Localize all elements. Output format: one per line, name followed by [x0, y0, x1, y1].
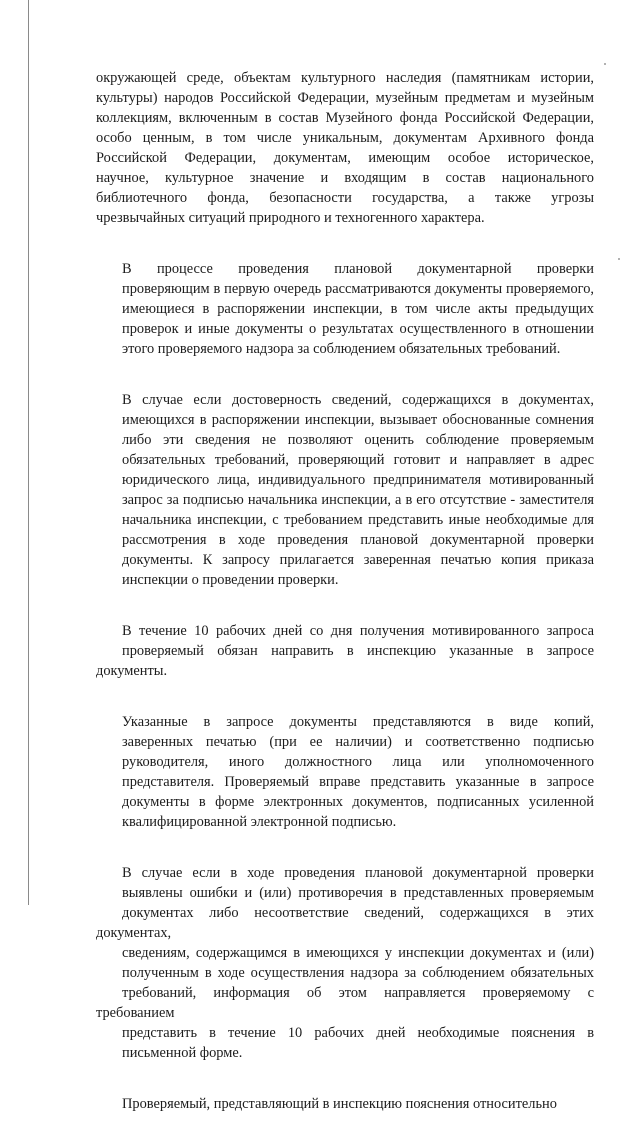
text-line: В процессе проведения плановой документарной проверки	[122, 261, 594, 277]
text-line: В течение 10 рабочих дней со дня получения мотивированного запроса	[122, 623, 594, 639]
text-line: проверок и иные документы о результатах осуществленного в отношении	[122, 321, 594, 337]
text-line: В случае если достоверность сведений, содержащихся в документах,	[122, 392, 594, 408]
text-line: культуры) народов Российской Федерации, музейным предметам и музейным	[96, 90, 594, 106]
text-line: требований, информация об этом направляется проверяемому с требованием	[96, 985, 594, 1021]
text-line: проверяемый обязан направить в инспекцию указанные в запросе документы.	[96, 643, 594, 679]
paragraph	[96, 259, 594, 359]
text-line: сведениям, содержащимся в имеющихся у инспекции документах и (или)	[122, 945, 594, 961]
scan-speck	[604, 63, 606, 65]
text-line: рассмотрения в ходе проведения плановой документарной проверки	[122, 532, 594, 548]
text-line: полученным в ходе осуществления надзора за соблюдением обязательных	[122, 965, 594, 981]
text-line: письменной форме.	[122, 1045, 243, 1061]
text-line: представителя. Проверяемый вправе представить указанные в запросе	[122, 774, 594, 790]
paragraph	[96, 1094, 594, 1114]
paragraph	[96, 863, 594, 1063]
text-line: документы в форме электронных документов, подписанных усиленной	[122, 794, 594, 810]
document-body	[96, 68, 594, 1145]
text-line: квалифицированной электронной подписью.	[122, 814, 397, 830]
text-line: юридического лица, индивидуального предпринимателя мотивированный	[122, 472, 594, 488]
text-line: имеющихся в распоряжении инспекции, вызывает обоснованные сомнения	[122, 412, 594, 428]
text-line: имеющиеся в распоряжении инспекции, в том числе акты предыдущих	[122, 301, 594, 317]
text-line: руководителя, иного должностного лица или уполномоченного	[122, 754, 594, 770]
text-line: обязательных требований, проверяющий готовит и направляет в адрес	[122, 452, 594, 468]
text-line: либо эти сведения не позволяют оценить соблюдение проверяемым	[122, 432, 594, 448]
text-line: заверенных печатью (при ее наличии) и соответственно подписью	[122, 734, 594, 750]
paragraph	[96, 621, 594, 681]
text-line: этого проверяемого надзора за соблюдением обязательных требований.	[122, 341, 561, 357]
scan-margin-line	[28, 0, 29, 905]
text-line: выявлены ошибки и (или) противоречия в представленных проверяемым	[122, 885, 594, 901]
text-line: представить в течение 10 рабочих дней необходимые пояснения в	[122, 1025, 594, 1041]
scan-speck	[618, 258, 620, 260]
text-line: инспекции о проведении проверки.	[122, 572, 339, 588]
text-line: чрезвычайных ситуаций природного и техногенного характера.	[96, 210, 485, 226]
text-line: Российской Федерации, документам, имеющим особое историческое,	[96, 150, 594, 166]
text-line: проверяющим в первую очередь рассматриваются документы проверяемого,	[122, 281, 594, 297]
text-line: Указанные в запросе документы представляются в виде копий,	[122, 714, 594, 730]
text-line: документы. К запросу прилагается заверенная печатью копия приказа	[122, 552, 594, 568]
paragraph	[96, 390, 594, 590]
text-line: Проверяемый, представляющий в инспекцию пояснения относительно	[122, 1096, 557, 1112]
text-line: запрос за подписью начальника инспекции, а в его отсутствие - заместителя	[122, 492, 594, 508]
text-line: научное, культурное значение и входящим в состав национального	[96, 170, 594, 186]
text-line: особо ценным, в том числе уникальным, документам Архивного фонда	[96, 130, 594, 146]
text-line: окружающей среде, объектам культурного наследия (памятникам истории,	[96, 70, 594, 86]
text-line: начальника инспекции, с требованием представить иные необходимые для	[122, 512, 594, 528]
text-line: библиотечного фонда, безопасности государства, а также угрозы	[96, 190, 594, 206]
text-line: коллекциям, включенным в состав Музейного фонда Российской Федерации,	[96, 110, 594, 126]
paragraph	[96, 68, 594, 228]
paragraph	[96, 712, 594, 832]
text-line: документах либо несоответствие сведений, содержащихся в этих документах,	[96, 905, 594, 941]
text-line: В случае если в ходе проведения плановой документарной проверки	[122, 865, 594, 881]
